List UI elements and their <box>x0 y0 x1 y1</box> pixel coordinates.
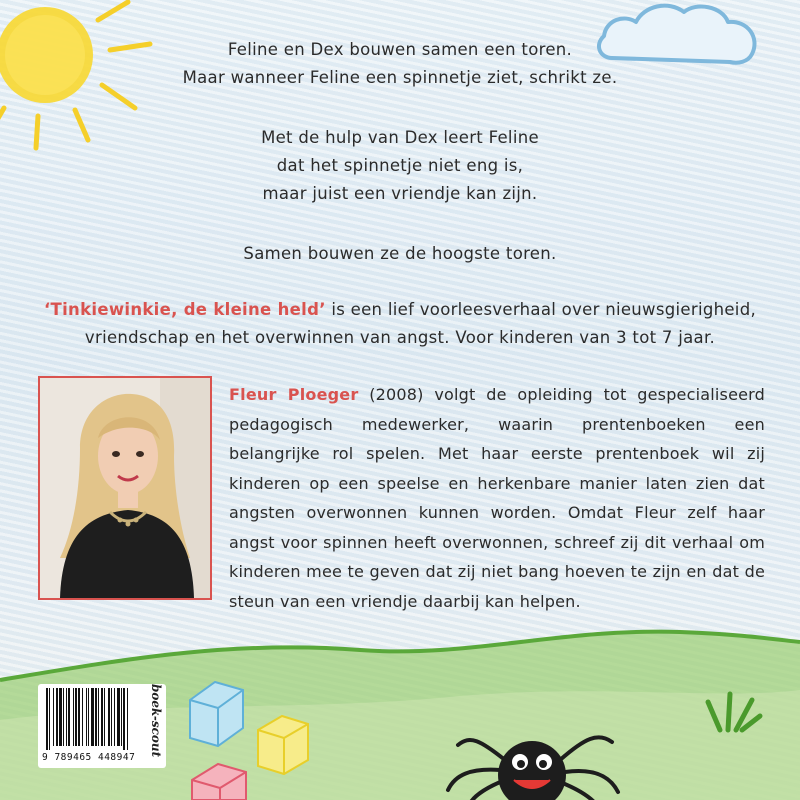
barcode-bar <box>104 688 105 746</box>
barcode-bar <box>88 688 89 746</box>
summary-line: vriendschap en het overwinnen van angst. Voor kinderen van 3 tot 7 jaar. <box>84 328 716 347</box>
author-photo <box>38 376 212 600</box>
barcode-bar <box>111 688 112 746</box>
intro-text <box>0 124 800 208</box>
barcode-bar <box>53 688 54 746</box>
barcode-bar <box>68 688 70 746</box>
barcode-bar <box>75 688 77 746</box>
toy-block-yellow <box>258 716 308 774</box>
intro-line: Maar wanneer Feline een spinnetje ziet, schrikt ze. <box>182 68 618 87</box>
barcode-bar <box>123 688 125 750</box>
author-bio <box>229 380 765 616</box>
barcode-bar <box>108 688 110 746</box>
intro-text <box>0 240 800 268</box>
intro-line: Samen bouwen ze de hoogste toren. <box>243 244 557 263</box>
barcode-bar <box>95 688 97 746</box>
book-title: ‘Tinkiewinkie, de kleine held’ <box>43 300 326 319</box>
isbn-number: 9 789465 448947 <box>42 752 136 763</box>
barcode-bar <box>101 688 103 746</box>
barcode-bar <box>91 688 94 746</box>
intro-line: Met de hulp van Dex leert Feline <box>261 128 539 147</box>
intro-line: maar juist een vriendje kan zijn. <box>262 184 538 203</box>
barcode-bar <box>73 688 74 746</box>
barcode-bar <box>56 688 58 746</box>
barcode-bar <box>117 688 120 746</box>
intro-text <box>0 36 800 92</box>
barcode-bar <box>59 688 62 746</box>
barcode-bar <box>98 688 99 746</box>
summary-line-rest: is een lief voorleesverhaal over nieuwsgierigheid, <box>325 300 757 319</box>
publisher-logo <box>143 684 163 768</box>
barcode-bar <box>66 688 67 746</box>
barcode-bar <box>49 688 50 750</box>
summary-text <box>0 296 800 352</box>
summary-line <box>0 296 800 324</box>
barcode-bar <box>114 688 115 746</box>
barcode-bar <box>127 688 128 750</box>
barcode-bar <box>82 688 83 746</box>
barcode-bar <box>78 688 80 746</box>
barcode-bar <box>86 688 87 746</box>
barcode-bar <box>121 688 122 746</box>
intro-line: dat het spinnetje niet eng is, <box>276 156 524 175</box>
barcode-bar <box>46 688 48 750</box>
intro-line: Feline en Dex bouwen samen een toren. <box>227 40 573 59</box>
publisher-name: boek-scout <box>149 684 163 758</box>
author-portrait-illustration <box>40 378 210 598</box>
author-name: Fleur Ploeger <box>229 385 359 404</box>
barcode-bar <box>63 688 64 746</box>
author-bio-text: (2008) volgt de opleiding tot gespecialiseerd pedagogisch medewerker, waarin prentenboeken een belangrijke rol spelen. Met haar eerste prentenboek wil zij kinderen op een speelse en herkenbare manier laten zien dat angsten overwonnen kunnen worden. Omdat Fleur zelf haar angst voor spinnen heeft overwonnen, schreef zij dit verhaal om kinderen mee te geven dat zij niet bang hoeven te zijn en dat de steun van een vriendje daarbij kan helpen. <box>229 385 766 611</box>
